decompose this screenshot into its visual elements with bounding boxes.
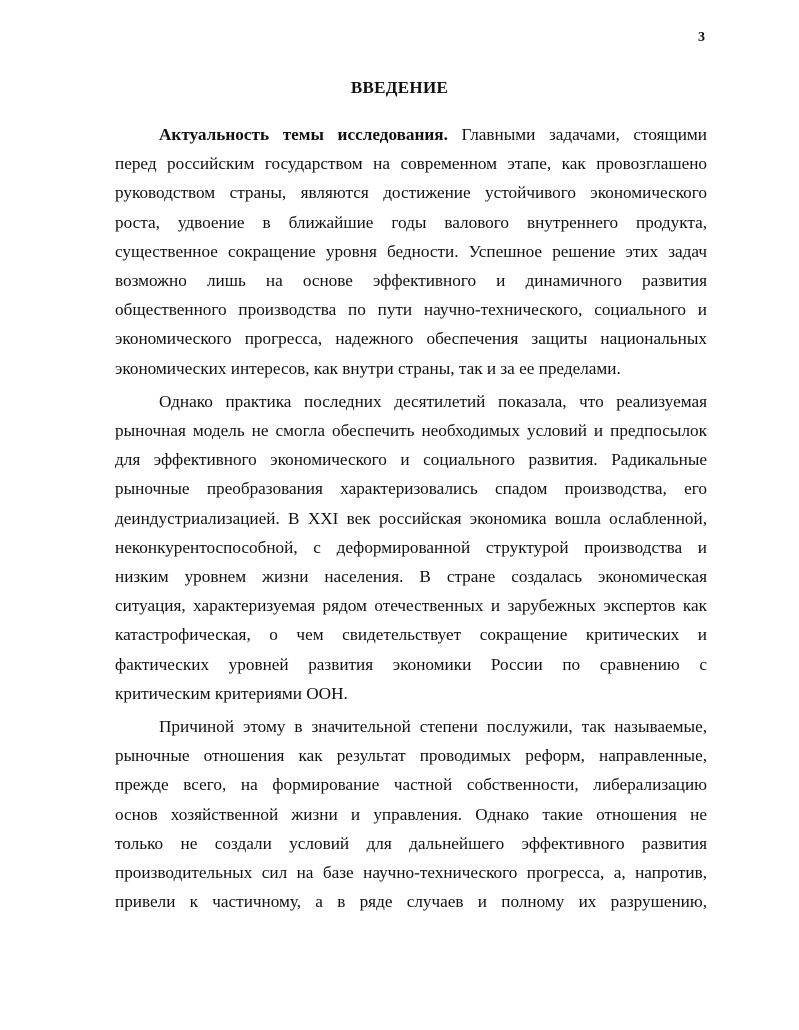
- paragraph-line: руководством страны, являются достижение устойчивого экономического: [115, 183, 707, 203]
- paragraph-line: фактических уровней развития экономики России по сравнению с: [115, 654, 707, 674]
- paragraph-2: [115, 387, 707, 708]
- paragraph-line: основ хозяйственной жизни и управления. Однако такие отношения не: [115, 804, 707, 824]
- paragraph-line: перед российским государством на современном этапе, как провозглашено: [115, 154, 707, 174]
- paragraph-line: Причиной этому в значительной степени послужили, так называемые,: [159, 717, 707, 737]
- paragraph-lead: Актуальность темы исследования.: [159, 125, 448, 144]
- paragraph-line: возможно лишь на основе эффективного и динамичного развития: [115, 271, 707, 291]
- paragraph-line: деиндустриализацией. В XXI век российская экономика вошла ослабленной,: [115, 508, 707, 528]
- paragraph-line: Однако практика последних десятилетий показала, что реализуемая: [159, 391, 707, 411]
- document-body: [115, 120, 707, 916]
- paragraph-line: Актуальность темы исследования. Главными задачами, стоящими: [159, 125, 707, 144]
- paragraph-line: экономических интересов, как внутри страны, так и за ее пределами.: [115, 358, 621, 378]
- page-title: ВВЕДЕНИЕ: [350, 78, 449, 97]
- paragraph-line: катастрофическая, о чем свидетельствует сокращение критических и: [115, 625, 707, 645]
- paragraph-line: рыночные отношения как результат проводимых реформ, направленные,: [115, 746, 707, 766]
- paragraph-line: критическим критериями ООН.: [115, 683, 348, 703]
- paragraph-line: только не создали условий для дальнейшего эффективного развития: [115, 833, 707, 853]
- paragraph-line: неконкурентоспособной, с деформированной структурой производства и: [115, 537, 707, 557]
- paragraph-1: [115, 120, 707, 383]
- paragraph-line: прежде всего, на формирование частной собственности, либерализацию: [115, 775, 707, 795]
- page-number: 3: [698, 30, 705, 45]
- paragraph-line: экономического прогресса, надежного обеспечения защиты национальных: [115, 329, 707, 349]
- paragraph-line: привели к частичному, а в ряде случаев и полному их разрушению,: [115, 892, 707, 912]
- paragraph-line: производительных сил на базе научно-технического прогресса, а, напротив,: [115, 863, 707, 883]
- paragraph-line: рыночные преобразования характеризовались спадом производства, его: [115, 479, 707, 499]
- paragraph-line: ситуация, характеризуемая рядом отечественных и зарубежных экспертов как: [115, 596, 707, 616]
- paragraph-line: низким уровнем жизни населения. В стране создалась экономическая: [115, 567, 707, 587]
- paragraph-line: общественного производства по пути научно-технического, социального и: [115, 300, 707, 320]
- paragraph-line: роста, удвоение в ближайшие годы валового внутреннего продукта,: [115, 212, 707, 232]
- paragraph-line: для эффективного экономического и социального развития. Радикальные: [115, 450, 707, 470]
- paragraph-line: существенное сокращение уровня бедности. Успешное решение этих задач: [115, 241, 707, 261]
- paragraph-line: рыночная модель не смогла обеспечить необходимых условий и предпосылок: [115, 421, 707, 441]
- paragraph-3: [115, 712, 707, 916]
